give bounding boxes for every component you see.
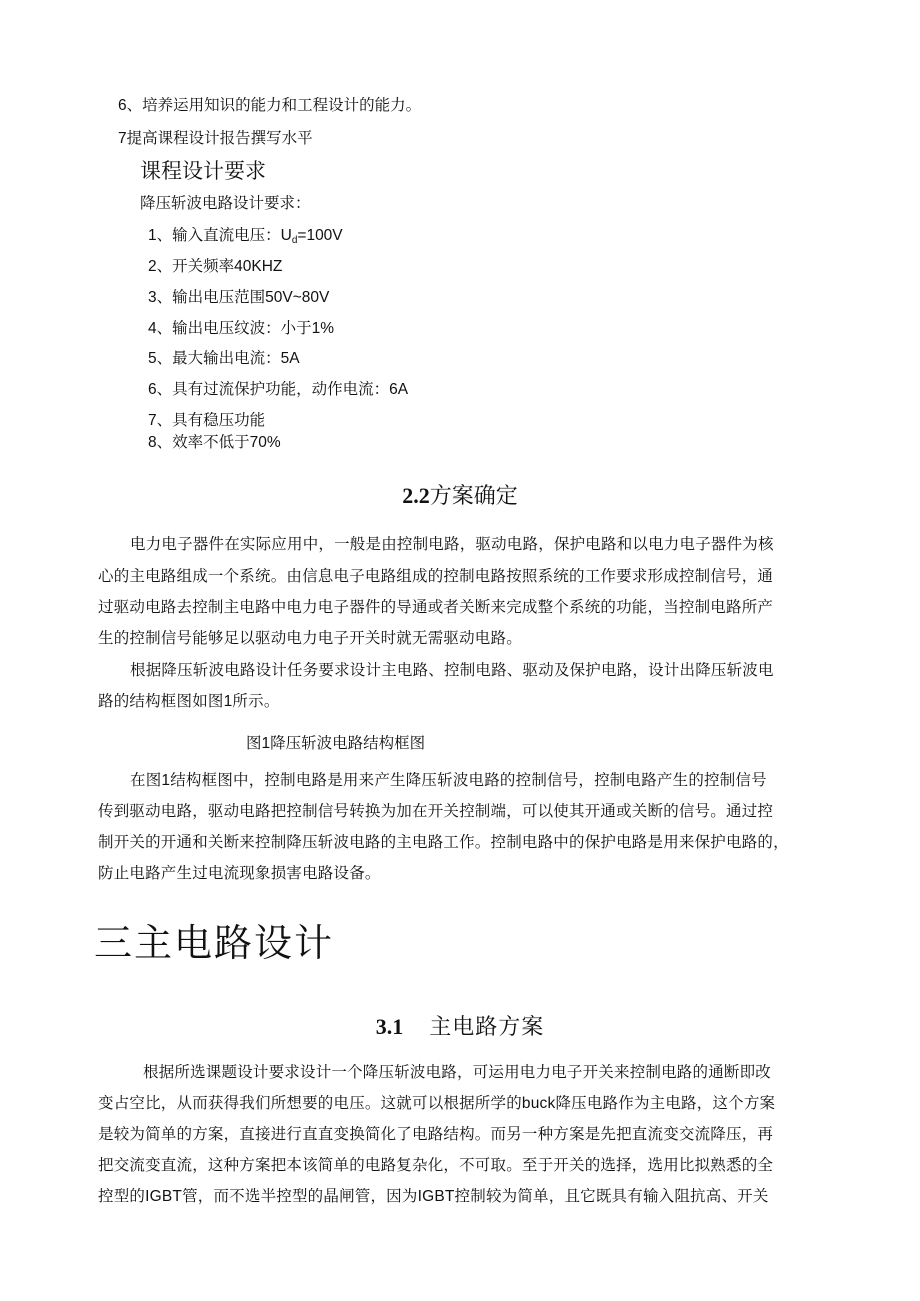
requirements-subtitle: 降压斩波电路设计要求： [140, 195, 311, 212]
requirement-item-8: 8、效率不低于70% [148, 434, 281, 451]
requirement-item-1 [148, 226, 343, 251]
paragraph-line: 是较为简单的方案，直接进行直直变换简化了电路结构。而另一种方案是先把直流变交流降压，再 [98, 1126, 774, 1143]
paragraph-line: 电力电子器件在实际应用中，一般是由控制电路，驱动电路，保护电路和以电力电子器件为核 [130, 536, 774, 553]
requirement-item-5: 5、最大输出电流：5A [148, 350, 300, 367]
requirement-text: 1、输入直流电压：U [148, 227, 292, 244]
requirement-item-3: 3、输出电压范围50V~80V [148, 289, 330, 306]
requirement-item-2: 2、开关频率40KHZ [148, 258, 283, 275]
section-2-2-heading [0, 482, 920, 510]
paragraph-line: 防止电路产生过电流现象损害电路设备。 [98, 865, 381, 882]
paragraph-line: 心的主电路组成一个系统。由信息电子电路组成的控制电路按照系统的工作要求形成控制信号，通 [98, 568, 774, 585]
paragraph-line: 生的控制信号能够足以驱动电力电子开关时就无需驱动电路。 [98, 630, 522, 647]
section-number: 3.1 [375, 1014, 404, 1039]
requirement-subscript: d [291, 235, 298, 246]
requirement-item-6: 6、具有过流保护功能，动作电流：6A [148, 381, 409, 398]
section-number: 2.2 [402, 483, 430, 508]
section-title: 方案确定 [429, 483, 518, 508]
paragraph-line: 过驱动电路去控制主电路中电力电子器件的导通或者关断来完成整个系统的功能，当控制电路所产 [98, 599, 774, 616]
paragraph-line: 变占空比，从而获得我们所想要的电压。这就可以根据所学的buck降压电路作为主电路，这个方案 [98, 1095, 776, 1112]
paragraph-line: 控型的IGBT管，而不选半控型的晶闸管，因为IGBT控制较为简单，且它既具有输入阻抗高、开关 [98, 1188, 769, 1205]
requirement-item-4: 4、输出电压纹波：小于1% [148, 320, 335, 337]
requirement-value: =100V [297, 227, 343, 244]
section-3-1-heading [0, 1013, 920, 1041]
paragraph-line: 在图1结构框图中，控制电路是用来产生降压斩波电路的控制信号，控制电路产生的控制信号 [130, 772, 767, 789]
goal-item-6: 6、培养运用知识的能力和工程设计的能力。 [118, 97, 422, 114]
paragraph-line: 根据所选课题设计要求设计一个降压斩波电路，可运用电力电子开关来控制电路的通断即改 [143, 1064, 772, 1081]
goal-item-7: 7提高课程设计报告撰写水平 [118, 130, 313, 147]
paragraph-line: 路的结构框图如图1所示。 [98, 693, 280, 710]
paragraph-line: 根据降压斩波电路设计任务要求设计主电路、控制电路、驱动及保护电路，设计出降压斩波电 [130, 662, 774, 679]
section-title: 主电路方案 [429, 1014, 545, 1039]
chapter-3-heading: 三主电路设计 [94, 923, 335, 965]
figure-caption: 图1降压斩波电路结构框图 [246, 735, 426, 752]
paragraph-line: 把交流变直流，这种方案把本该简单的电路复杂化，不可取。至于开关的选择，选用比拟熟悉的全 [98, 1157, 774, 1174]
paragraph-line: 制开关的开通和关断来控制降压斩波电路的主电路工作。控制电路中的保护电路是用来保护电路的， [98, 834, 789, 851]
paragraph-line: 传到驱动电路，驱动电路把控制信号转换为加在开关控制端，可以使其开通或关断的信号。通过控 [98, 803, 774, 820]
requirement-item-7: 7、具有稳压功能 [148, 412, 266, 429]
requirements-title: 课程设计要求 [140, 159, 266, 183]
